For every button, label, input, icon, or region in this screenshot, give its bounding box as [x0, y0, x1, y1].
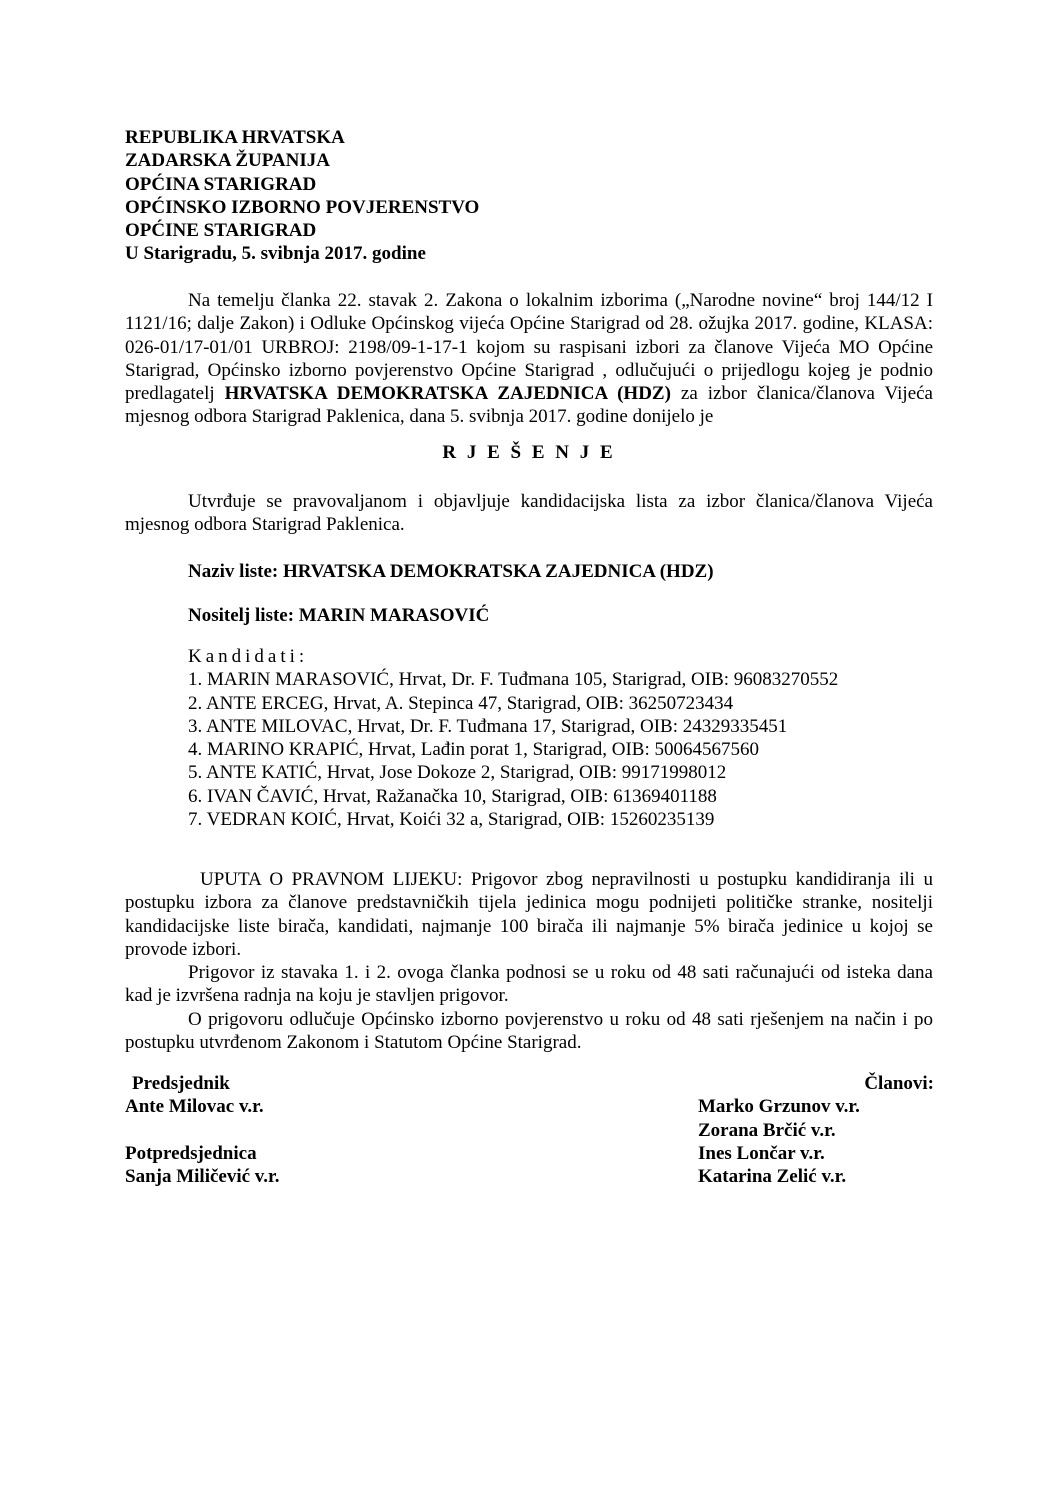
candidate-item: 6. IVAN ČAVIĆ, Hrvat, Ražanačka 10, Starigrad, OIB: 61369401188: [188, 785, 717, 807]
header-line-municipality: OPĆINA STARIGRAD: [125, 173, 317, 195]
candidates-list: [188, 645, 838, 831]
signatures-left: [125, 1072, 279, 1188]
intro-paragraph: [125, 289, 933, 429]
vice-president-title: Potpredsjednica: [125, 1142, 257, 1164]
candidates-heading: Kandidati:: [188, 646, 309, 667]
president-title: Predsjednik: [132, 1073, 230, 1094]
members-title: Članovi:: [864, 1073, 934, 1094]
president-name: Ante Milovac v.r.: [125, 1096, 264, 1118]
header-line-date: U Starigradu, 5. svibnja 2017. godine: [125, 243, 426, 265]
candidate-item: 4. MARINO KRAPIĆ, Hrvat, Lađin porat 1, Starigrad, OIB: 50064567560: [188, 739, 760, 761]
legal-remedy-paragraph-1: UPUTA O PRAVNOM LIJEKU: Prigovor zbog nepravilnosti u postupku kandidiranja ili u postupku izbora za članove predstavničkih tijela jedinica mogu podnijeti političke stranke, nositelji kandidacijske liste birača, kandidati, najmanje 100 birača ili najmanje 5% birača jedinice u kojoj se provode izbori.: [125, 869, 933, 960]
candidate-item: 5. ANTE KATIĆ, Hrvat, Jose Dokoze 2, Starigrad, OIB: 99171998012: [188, 762, 727, 784]
document-header: [125, 126, 725, 266]
intro-text-part2: za izbor članica/članova Vijeća mjesnog odbora Starigrad Paklenica, dana 5. svibnja 2017. godine donijelo je: [125, 383, 933, 428]
decision-paragraph: Utvrđuje se pravovaljanom i objavljuje kandidacijska lista za izbor članica/članova Vijeća mjesnog odbora Starigrad Paklenica.: [125, 491, 933, 536]
vice-president-name: Sanja Miličević v.r.: [125, 1165, 280, 1187]
member-name: Ines Lončar v.r.: [698, 1142, 825, 1164]
legal-remedy-paragraph-2: Prigovor iz stavaka 1. i 2. ovoga članka podnosi se u roku od 48 sati računajući od isteka dana kad je izvršena radnja na koju je stavljen prigovor.: [125, 962, 933, 1007]
member-name: Marko Grzunov v.r.: [698, 1096, 860, 1118]
signatures-members: [698, 1072, 938, 1188]
legal-remedy-paragraph-3: O prigovoru odlučuje Općinsko izborno povjerenstvo u roku od 48 sati rješenjem na način i po postupku utvrđenom Zakonom i Statutom Općine Starigrad.: [125, 1009, 933, 1054]
header-line-commission: OPĆINSKO IZBORNO POVJERENSTVO: [125, 196, 480, 218]
intro-text-part1: Na temelju članka 22. stavak 2. Zakona o lokalnim izborima („Narodne novine“ broj 144/12 I 1121/16; dalje Zakon) i Odluke Općinskog vijeća Općine Starigrad od 28. ožujka 2017. godine, KLASA: 026-01/17-01/01 URBROJ: 2198/09-1-17-1 kojom su raspisani izbori za članove Vijeća MO Općine Starigrad, Općinsko izborno povjerenstvo Općine Starigrad , odlučujući o prijedlogu kojeg je podnio predlagatelj: [125, 290, 933, 405]
header-line-republic: REPUBLIKA HRVATSKA: [125, 127, 345, 148]
header-line-commission-of: OPĆINE STARIGRAD: [125, 220, 317, 242]
candidate-item: 7. VEDRAN KOIĆ, Hrvat, Koići 32 a, Starigrad, OIB: 15260235139: [188, 809, 715, 831]
member-name: Zorana Brčić v.r.: [698, 1119, 836, 1141]
header-line-county: ZADARSKA ŽUPANIJA: [125, 150, 330, 172]
candidate-item: 1. MARIN MARASOVIĆ, Hrvat, Dr. F. Tuđmana 105, Starigrad, OIB: 96083270552: [188, 669, 839, 691]
member-name: Katarina Zelić v.r.: [698, 1166, 847, 1188]
intro-party-name: HRVATSKA DEMOKRATSKA ZAJEDNICA (HDZ): [224, 383, 671, 405]
decision-title: R J E Š E N J E: [442, 442, 616, 463]
candidate-item: 2. ANTE ERCEG, Hrvat, A. Stepinca 47, Starigrad, OIB: 36250723434: [188, 692, 734, 714]
list-holder: Nositelj liste: MARIN MARASOVIĆ: [188, 605, 490, 626]
candidate-item: 3. ANTE MILOVAC, Hrvat, Dr. F. Tuđmana 17, Starigrad, OIB: 24329335451: [188, 715, 788, 737]
list-name: Naziv liste: HRVATSKA DEMOKRATSKA ZAJEDNICA (HDZ): [188, 561, 714, 582]
